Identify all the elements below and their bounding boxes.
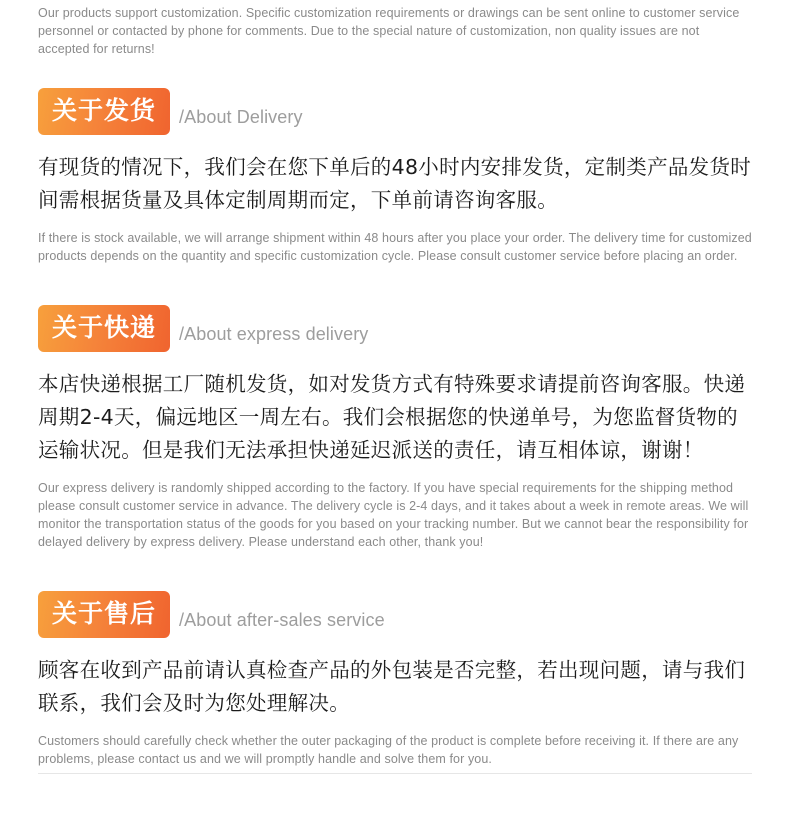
section-about-delivery xyxy=(38,88,752,265)
customization-intro-text: Our products support customization. Specific customization requirements or drawings can be sent online to customer service personnel or contacted by phone for comments. Due to the special nature of customization, non quality issues are not accepted for returns! xyxy=(38,6,740,56)
section-heading xyxy=(38,591,752,638)
section-badge-delivery: 关于发货 xyxy=(38,88,170,135)
section-badge-express: 关于快递 xyxy=(38,305,170,352)
section-body-cn-express: 本店快递根据工厂随机发货，如对发货方式有特殊要求请提前咨询客服。快递周期2-4天，偏远地区一周左右。我们会根据您的快递单号，为您监督货物的运输状况。但是我们无法承担快递延迟派送的责任，请互相体谅，谢谢！ xyxy=(38,372,746,462)
section-body-en-express: Our express delivery is randomly shipped according to the factory. If you have special requirements for the shipping method please consult customer service in advance. The delivery cycle is 2-4 days, and it takes about a week in remote areas. We will monitor the transportation status of the goods for you based on your tracking number. But we cannot bear the responsibility for delayed delivery by express delivery. Please understand each other, thank you! xyxy=(38,481,749,549)
section-body-cn-delivery: 有现货的情况下，我们会在您下单后的48小时内安排发货，定制类产品发货时间需根据货量及具体定制周期而定，下单前请咨询客服。 xyxy=(38,155,752,212)
bottom-divider xyxy=(38,773,752,774)
section-body-en-delivery: If there is stock available, we will arrange shipment within 48 hours after you place your order. The delivery time for customized products depends on the quantity and specific customization cycle. Please consult customer service before placing an order. xyxy=(38,231,752,263)
section-en-title-delivery: /About Delivery xyxy=(179,107,303,127)
section-en-title-after-sales: /About after-sales service xyxy=(179,610,385,630)
section-body-cn-after-sales: 顾客在收到产品前请认真检查产品的外包装是否完整，若出现问题，请与我们联系，我们会及时为您处理解决。 xyxy=(38,658,746,715)
section-about-express-delivery xyxy=(38,305,752,551)
section-heading xyxy=(38,88,752,135)
section-en-title-express: /About express delivery xyxy=(179,324,369,344)
section-heading xyxy=(38,305,752,352)
section-badge-after-sales: 关于售后 xyxy=(38,591,170,638)
section-about-after-sales xyxy=(38,591,752,768)
section-body-en-after-sales: Customers should carefully check whether the outer packaging of the product is complete before receiving it. If there are any problems, please contact us and we will promptly handle and solve them for you. xyxy=(38,734,739,766)
